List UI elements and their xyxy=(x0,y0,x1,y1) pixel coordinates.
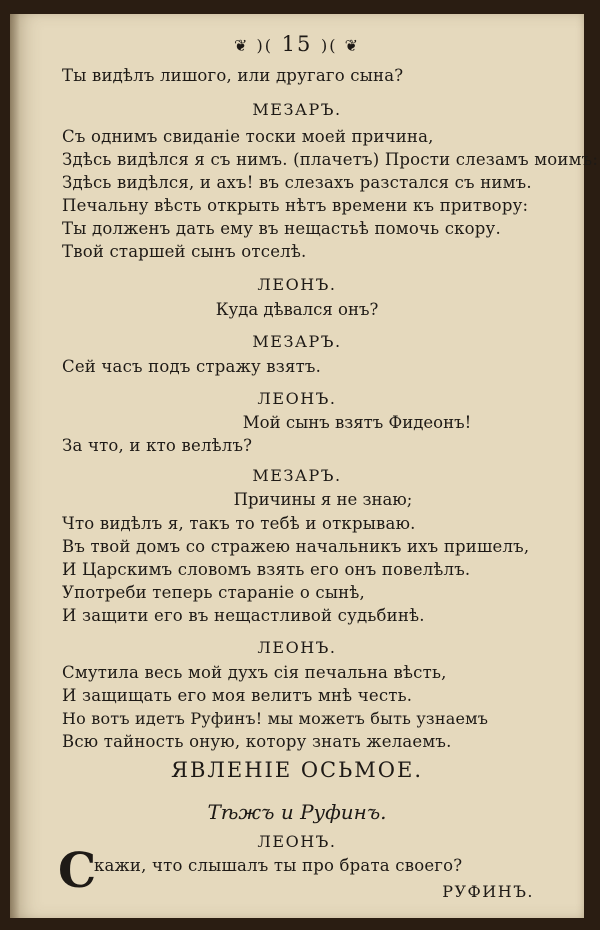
text-line: Здѣсь видѣлся, и ахъ! въ слезахъ разстался съ нимъ. xyxy=(62,173,532,192)
text-line: Но вотъ идетъ Руфинъ! мы можетъ быть узнаемъ xyxy=(62,709,489,728)
text-line: Что видѣлъ я, такъ то тебѣ и открываю. xyxy=(62,514,416,533)
text-line: Въ твой домъ со стражею начальникъ ихъ пришелъ, xyxy=(62,537,530,556)
text-line: Мой сынъ взятъ Фидеонъ! xyxy=(242,413,472,432)
speaker-name: ЛЕОНЪ. xyxy=(257,832,337,851)
text-line: Куда дѣвался онъ? xyxy=(215,300,379,319)
text-line: Смутила весь мой духъ сія печальна вѣсть, xyxy=(62,663,447,682)
speaker-name: ЛЕОНЪ. xyxy=(257,389,337,408)
page-number: 15 xyxy=(281,32,313,56)
page-header xyxy=(10,32,584,56)
drop-cap: С xyxy=(58,843,97,899)
speaker-name: МЕЗАРЪ. xyxy=(252,332,342,351)
speaker-name: ЛЕОНЪ. xyxy=(257,638,337,657)
scene-title: ЯВЛЕНІЕ ОСЬМОЕ. xyxy=(170,758,424,782)
text-line: кажи, что слышалъ ты про брата своего? xyxy=(94,856,463,875)
ornament-left-icon: ❦ )( xyxy=(233,36,273,55)
text-line: Здѣсь видѣлся я съ нимъ. (плачетъ) Прости слезамъ моимъ: xyxy=(62,150,599,169)
text-line: За что, и кто велѣлъ? xyxy=(62,436,253,455)
text-line: Съ однимъ свиданіе тоски моей причина, xyxy=(62,127,434,146)
book-page xyxy=(10,14,599,918)
speaker-name: МЕЗАРЪ. xyxy=(252,100,342,119)
ornament-right-icon: )( ❦ xyxy=(321,36,361,55)
text-line: Твой старшей сынъ отселѣ. xyxy=(62,242,307,261)
catchword: РУФИНЪ. xyxy=(442,882,534,901)
text-line: Всю тайность оную, котору знать желаемъ. xyxy=(62,732,452,751)
text-line: И защищать его моя велитъ мнѣ честь. xyxy=(62,686,413,705)
text-line: Употреби теперь стараніе о сынѣ, xyxy=(62,583,365,602)
speaker-name: ЛЕОНЪ. xyxy=(257,275,337,294)
text-line: Ты долженъ дать ему въ нещастьѣ помочь скору. xyxy=(62,219,501,238)
speaker-name: МЕЗАРЪ. xyxy=(252,466,342,485)
text-line: Причины я не знаю; xyxy=(233,490,413,509)
text-line: Сей часъ подъ стражу взятъ. xyxy=(62,357,322,376)
text-line: И Царскимъ словомъ взять его онъ повелѣлъ. xyxy=(62,560,471,579)
scene-cast: Тѣжъ и Руфинъ. xyxy=(207,800,387,824)
text-line: И защити его въ нещастливой судьбинѣ. xyxy=(62,606,425,625)
text-line: Печальну вѣсть открыть нѣтъ времени къ притвору: xyxy=(62,196,529,215)
text-line: Ты видѣлъ лишого, или другаго сына? xyxy=(62,66,404,85)
